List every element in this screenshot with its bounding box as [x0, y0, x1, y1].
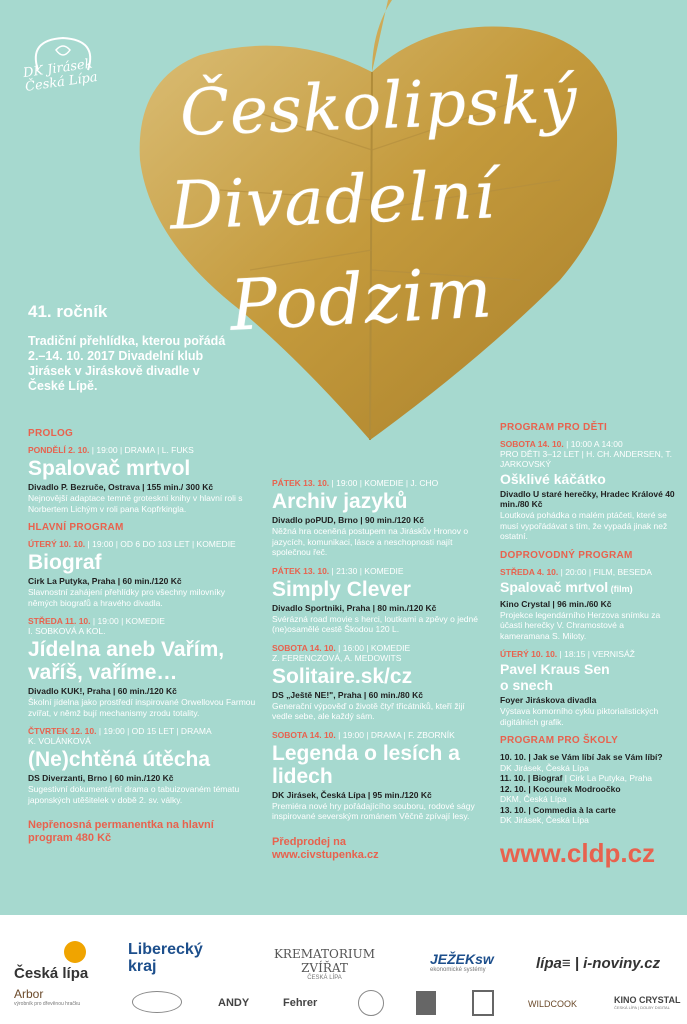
- sponsor-ceska-lipa: Česká lípa: [14, 941, 88, 983]
- school-row: 13. 10. | Commedia à la carte: [500, 804, 616, 815]
- event-title: Spalovač mrtvol: [28, 457, 191, 480]
- event-desc: Výstava komorního cyklu piktorialistických digitálních grafik.: [500, 706, 659, 727]
- section-accompanying: DOPROVODNÝ PROGRAM: [500, 549, 633, 561]
- sponsor-andy: ANDY: [218, 997, 250, 1009]
- intro-text: Tradiční přehlídka, kterou pořádá 2.–14. 10. 2017 Divadelní klub Jirásek v Jiráskově divadle v České Lípě.: [28, 334, 226, 393]
- sponsor-circle-logo: [358, 990, 384, 1016]
- school-row: 10. 10. | Jak se Vám líbí Jak se Vám líbí?: [500, 752, 663, 762]
- school-row: 11. 10. | Biograf | Cirk La Putyka, Praha: [500, 773, 653, 783]
- event-meta-2: PRO DĚTI 3–12 LET | H. CH. ANDERSEN, T. JARKOVSKÝ: [500, 449, 672, 469]
- section-kids: PROGRAM PRO DĚTI: [500, 422, 608, 433]
- rocnik: 41. ročník: [28, 302, 108, 321]
- event-desc: Školní jídelna jako prostředí inspirované Orwellovou Farmou zvířat, v němž bují mechanismy zrodu totality.: [28, 697, 256, 718]
- event-desc: Sugestivní dokumentární drama o tabuizovaném tématu japonských utěšitelek v době 2. sv. války.: [28, 784, 240, 805]
- event-title: Simply Clever: [272, 577, 411, 601]
- event-desc: Nejnovější adaptace temně groteskní knihy v hlavní roli s Norbertem Lichým v roli pana Kopfrkingla.: [28, 493, 243, 514]
- event-meta-2: Z. FERENCZOVÁ, A. MEDOWITS: [272, 652, 402, 663]
- event-title: Spalovač mrtvol (film): [500, 578, 633, 595]
- logo-text: DK Jirásek Česká Lípa: [22, 56, 99, 95]
- event-company: Cirk La Putyka, Praha | 60 min./120 Kč: [28, 576, 182, 586]
- event-item: [272, 730, 482, 822]
- event-item: [28, 445, 256, 514]
- event-company: Divadlo Sportniki, Praha | 80 min./120 Kč: [272, 602, 437, 613]
- event-title: (Ne)chtěná útěcha: [28, 748, 211, 771]
- event-meta: PONDĚLÍ 2. 10. | 19:00 | DRAMA | L. FUKS: [28, 445, 194, 455]
- sponsor-jezek: JEŽEKsw ekonomické systémy: [430, 951, 494, 973]
- event-meta: SOBOTA 14. 10. | 16:00 | KOMEDIE: [272, 642, 411, 653]
- event-item: [272, 566, 482, 635]
- event-title: Pavel Kraus Sen o snech: [500, 661, 610, 693]
- event-desc: Slavnostní zahájení přehlídky pro všechny milovníky němých biografů a hravého divadla.: [28, 587, 226, 608]
- middle-column: [272, 478, 482, 862]
- sponsor-square-logo-2: [472, 990, 494, 1016]
- event-meta: SOBOTA 14. 10. | 19:00 | DRAMA | F. ZBORNÍK: [272, 729, 455, 740]
- school-place: DK Jirásek, Česká Lípa: [500, 815, 589, 825]
- event-title: Biograf: [28, 551, 102, 574]
- sponsor-liberecky-kraj: Liberecký kraj: [128, 941, 203, 975]
- event-item: [500, 439, 675, 542]
- event-company: Foyer Jiráskova divadla: [500, 695, 597, 705]
- event-title: Solitaire.sk/cz: [272, 664, 413, 688]
- event-meta: ÚTERÝ 10. 10. | 19:00 | OD 6 DO 103 LET | KOMEDIE: [28, 539, 236, 549]
- section-main: HLAVNÍ PROGRAM: [28, 522, 124, 533]
- permanent-ticket: Nepřenosná permanentka na hlavní program 480 Kč: [28, 819, 214, 844]
- school-list: [500, 752, 675, 826]
- event-company: DS Diverzanti, Brno | 60 min./120 Kč: [28, 773, 174, 783]
- sponsor-logo-oval: [132, 991, 182, 1013]
- event-item: [272, 478, 482, 558]
- sponsor-arbor: Arbor výrobník pro dřevěnou hračku: [14, 987, 81, 1007]
- event-company: DK Jirásek, Česká Lípa | 95 min./120 Kč: [272, 789, 432, 800]
- event-title: Ošklivé káčátko: [500, 471, 606, 487]
- event-title: Archiv jazyků: [272, 490, 408, 513]
- website-link[interactable]: www.cldp.cz: [500, 837, 656, 868]
- event-item: [28, 539, 256, 608]
- event-desc: Loutková pohádka o malém ptáčeti, které se musí vypořádávat s tím, že vypadá jinak než ostatní.: [500, 510, 668, 541]
- event-meta-2: K. VOLÁNKOVÁ: [28, 736, 91, 746]
- event-desc: Generační výpověď o životě čtyř třicátníků, kteří žijí vedle sebe, ale každý sám.: [272, 700, 465, 721]
- event-meta: ČTVRTEK 12. 10. | 19:00 | OD 15 LET | DRAMA: [28, 726, 212, 736]
- presale-link[interactable]: Předprodej na www.civstupenka.cz: [272, 835, 379, 861]
- sponsor-wildcook: WILDCOOK: [528, 999, 578, 1009]
- sponsor-fehrer: Fehrer: [283, 997, 318, 1009]
- right-column: [500, 422, 675, 869]
- event-company: Divadlo P. Bezruče, Ostrava | 155 min./ 300 Kč: [28, 482, 214, 492]
- event-company: Divadlo KUK!, Praha | 60 min./120 Kč: [28, 686, 177, 696]
- event-desc: Projekce legendárního Herzova snímku za účasti herečky V. Chramostové a kameramana S. Miloty.: [500, 609, 661, 641]
- event-meta: PÁTEK 13. 10. | 21:30 | KOMEDIE: [272, 565, 404, 576]
- event-desc: Premiéra nové hry pořádajícího souboru, rodové ságy inspirované severským románem Věčně zpívají lesy.: [272, 800, 475, 821]
- title-line-3: Podzim: [228, 251, 495, 347]
- event-meta: PÁTEK 13. 10. | 19:00 | KOMEDIE | J. CHO: [272, 478, 439, 488]
- section-prolog: PROLOG: [28, 428, 74, 439]
- sponsor-lipa-inoviny: lípa≡ | i-noviny.cz: [536, 955, 661, 972]
- event-company: Divadlo poPUD, Brno | 90 min./120 Kč: [272, 515, 425, 525]
- section-schools: PROGRAM PRO ŠKOLY: [500, 735, 619, 746]
- event-item: [500, 567, 675, 642]
- event-company: Divadlo U staré herečky, Hradec Králové 40 min./80 Kč: [500, 489, 675, 509]
- event-meta: ÚTERÝ 10. 10. | 18:15 | VERNISÁŽ: [500, 649, 635, 659]
- event-item: [28, 616, 256, 718]
- left-column: [28, 428, 256, 845]
- sponsors-bar: [0, 915, 687, 1024]
- event-title: Jídelna aneb Vařím, vaříš, vaříme…: [28, 638, 225, 684]
- event-item: [272, 643, 482, 722]
- event-company: DS „Ještě NE!", Praha | 60 min./80 Kč: [272, 689, 423, 700]
- event-company: Kino Crystal | 96 min./60 Kč: [500, 598, 612, 609]
- title-line-2: Divadelní: [168, 156, 497, 245]
- event-item: [28, 726, 256, 805]
- event-item: [500, 649, 675, 727]
- ceska-lipa-icon: [64, 941, 86, 963]
- title-line-1: Českolipský: [178, 63, 579, 151]
- school-place: DK Jirásek, Česká Lípa: [500, 762, 589, 773]
- event-desc: Něžná hra oceněná postupem na Jiráskův Hronov o jazycích, komunikaci, lásce a neschopnosti najít společnou řeč.: [272, 526, 469, 557]
- event-meta: STŘEDA 4. 10. | 20:00 | FILM, BESEDA: [500, 566, 652, 577]
- intro: [28, 302, 228, 394]
- event-meta-2: I. SOBKOVÁ A KOL.: [28, 626, 106, 636]
- sponsor-square-logo-1: [416, 991, 436, 1015]
- event-title: Legenda o lesích a lidech: [272, 741, 460, 788]
- sponsor-krematorium: KREMATORIUM ZVÍŘAT ČESKÁ LÍPA: [273, 947, 376, 981]
- school-place: DKM, Česká Lípa: [500, 794, 567, 804]
- event-meta: SOBOTA 14. 10. | 10:00 A 14:00: [500, 439, 623, 449]
- sponsor-kino-crystal: KINO CRYSTAL ČESKÁ LÍPA | DOLBY DIGITAL: [614, 995, 681, 1010]
- event-meta: STŘEDA 11. 10. | 19:00 | KOMEDIE: [28, 616, 165, 626]
- school-row: 12. 10. | Kocourek Modroočko: [500, 783, 621, 794]
- event-desc: Svérázná road movie s herci, loutkami a zpěvy o jedné (ne)osamělé cestě Škodou 120 L.: [272, 613, 478, 634]
